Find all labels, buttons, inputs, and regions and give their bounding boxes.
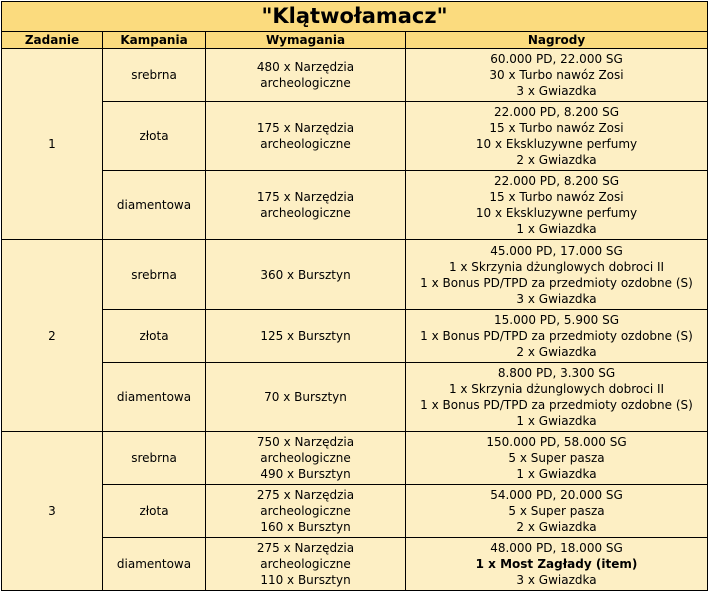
reward-line: 15.000 PD, 5.900 SG <box>494 312 619 327</box>
reward-line: 1 x Most Zagłady (item) <box>475 556 638 571</box>
reward-line: 2 x Gwiazdka <box>516 152 597 167</box>
header-campaign: Kampania <box>103 31 206 48</box>
table-row <box>2 537 708 590</box>
requirement-line: archeologiczne <box>260 206 351 221</box>
requirement-line: archeologiczne <box>260 75 351 90</box>
campaign-cell: diamentowa <box>103 362 206 431</box>
table-row <box>2 101 708 170</box>
reward-line: 3 x Gwiazdka <box>516 83 597 98</box>
rewards-cell <box>406 484 708 537</box>
requirements-cell <box>206 484 406 537</box>
reward-line: 48.000 PD, 18.000 SG <box>490 540 623 555</box>
requirement-line: 275 x Narzędzia <box>256 540 355 555</box>
task-number: 3 <box>2 431 103 590</box>
requirements-cell <box>206 431 406 484</box>
table-row <box>2 431 708 484</box>
reward-line: 30 x Turbo nawóz Zosi <box>489 67 624 82</box>
campaign-cell: srebrna <box>103 240 206 309</box>
reward-line: 150.000 PD, 58.000 SG <box>486 434 627 449</box>
requirement-line: 175 x Narzędzia <box>256 190 355 205</box>
reward-line: 60.000 PD, 22.000 SG <box>490 51 623 66</box>
rewards-cell <box>406 171 708 240</box>
requirement-line: archeologiczne <box>260 556 351 571</box>
requirements-cell <box>206 362 406 431</box>
table-row <box>2 309 708 362</box>
requirement-line: 360 x Bursztyn <box>260 267 351 282</box>
reward-line: 10 x Ekskluzywne perfumy <box>475 136 638 151</box>
reward-line: 8.800 PD, 3.300 SG <box>497 365 616 380</box>
header-rewards: Nagrody <box>406 31 708 48</box>
table-row <box>2 48 708 101</box>
reward-line: 15 x Turbo nawóz Zosi <box>489 190 624 205</box>
requirement-line: archeologiczne <box>260 136 351 151</box>
requirements-cell <box>206 101 406 170</box>
requirement-line: 70 x Bursztyn <box>264 389 347 404</box>
campaign-cell: złota <box>103 309 206 362</box>
requirements-cell <box>206 240 406 309</box>
reward-line: 2 x Gwiazdka <box>516 519 597 534</box>
rewards-cell <box>406 537 708 590</box>
requirement-line: 175 x Narzędzia <box>256 120 355 135</box>
reward-line: 15 x Turbo nawóz Zosi <box>489 120 624 135</box>
reward-line: 1 x Gwiazdka <box>516 466 597 481</box>
header-task: Zadanie <box>2 31 103 48</box>
requirement-line: 750 x Narzędzia <box>256 434 355 449</box>
requirements-cell <box>206 48 406 101</box>
reward-line: 1 x Bonus PD/TPD za przedmioty ozdobne (S) <box>420 397 693 412</box>
campaign-cell: złota <box>103 101 206 170</box>
reward-line: 1 x Bonus PD/TPD za przedmioty ozdobne (S) <box>420 275 693 290</box>
table-row <box>2 171 708 240</box>
campaign-cell: diamentowa <box>103 537 206 590</box>
requirement-line: 490 x Bursztyn <box>260 466 351 481</box>
reward-line: 1 x Skrzynia dżunglowych dobroci II <box>448 381 665 396</box>
reward-line: 45.000 PD, 17.000 SG <box>490 243 623 258</box>
requirements-cell <box>206 171 406 240</box>
reward-line: 1 x Skrzynia dżunglowych dobroci II <box>448 259 665 274</box>
rewards-cell <box>406 48 708 101</box>
rewards-cell <box>406 240 708 309</box>
header-requirements: Wymagania <box>206 31 406 48</box>
reward-line: 54.000 PD, 20.000 SG <box>490 487 623 502</box>
requirement-line: archeologiczne <box>260 450 351 465</box>
campaign-cell: diamentowa <box>103 171 206 240</box>
requirement-line: 275 x Narzędzia <box>256 487 355 502</box>
rewards-cell <box>406 101 708 170</box>
requirement-line: 160 x Bursztyn <box>260 519 351 534</box>
title-row <box>2 2 708 32</box>
requirements-cell <box>206 309 406 362</box>
task-number: 2 <box>2 240 103 432</box>
table-title: "Klątwołamacz" <box>2 2 708 32</box>
header-row <box>2 31 708 48</box>
reward-line: 1 x Gwiazdka <box>516 413 597 428</box>
campaign-cell: srebrna <box>103 431 206 484</box>
rewards-cell <box>406 431 708 484</box>
reward-line: 1 x Gwiazdka <box>516 222 597 237</box>
reward-line: 5 x Super pasza <box>508 450 605 465</box>
table-row <box>2 240 708 309</box>
reward-line: 2 x Gwiazdka <box>516 344 597 359</box>
campaign-cell: srebrna <box>103 48 206 101</box>
reward-line: 10 x Ekskluzywne perfumy <box>475 206 638 221</box>
requirement-line: 480 x Narzędzia <box>256 59 355 74</box>
requirement-line: archeologiczne <box>260 503 351 518</box>
reward-line: 3 x Gwiazdka <box>516 572 597 587</box>
rewards-cell <box>406 309 708 362</box>
table-row <box>2 362 708 431</box>
quest-table <box>1 1 708 591</box>
requirement-line: 125 x Bursztyn <box>260 328 351 343</box>
rewards-cell <box>406 362 708 431</box>
requirement-line: 110 x Bursztyn <box>260 572 351 587</box>
requirements-cell <box>206 537 406 590</box>
reward-line: 5 x Super pasza <box>508 503 605 518</box>
table-row <box>2 484 708 537</box>
reward-line: 22.000 PD, 8.200 SG <box>494 104 619 119</box>
task-number: 1 <box>2 48 103 240</box>
reward-line: 1 x Bonus PD/TPD za przedmioty ozdobne (S) <box>420 328 693 343</box>
reward-line: 3 x Gwiazdka <box>516 291 597 306</box>
campaign-cell: złota <box>103 484 206 537</box>
reward-line: 22.000 PD, 8.200 SG <box>494 174 619 189</box>
